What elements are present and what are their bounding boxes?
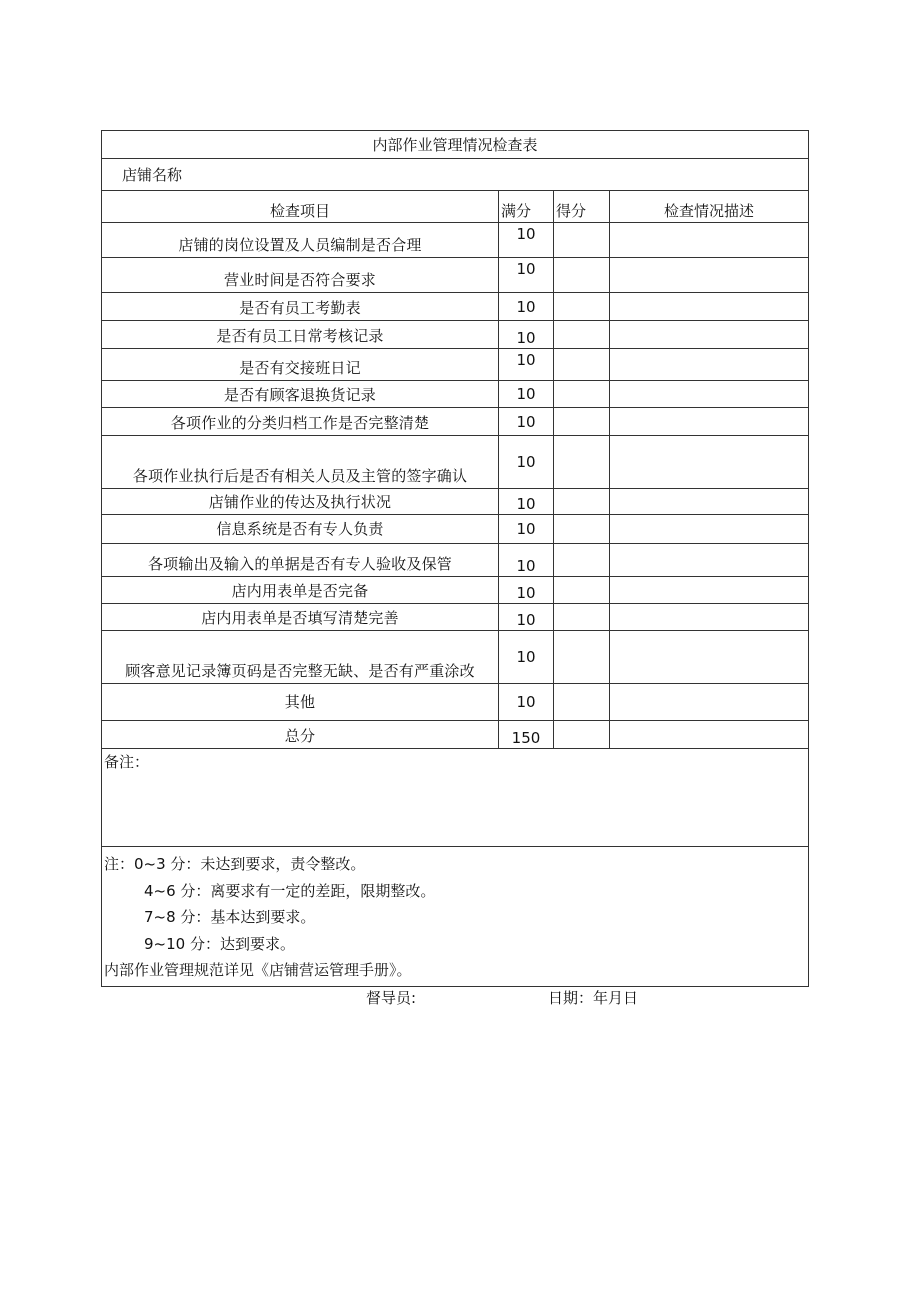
row-item: 各项作业的分类归档工作是否完整清楚 bbox=[102, 408, 499, 436]
row-item: 是否有员工日常考核记录 bbox=[102, 321, 499, 349]
table-row bbox=[102, 515, 809, 544]
row-full-score: 10 bbox=[499, 436, 554, 489]
store-name-label: 店铺名称 bbox=[102, 159, 809, 191]
table-row bbox=[102, 577, 809, 604]
total-label: 总分 bbox=[102, 721, 499, 749]
row-score-cell[interactable] bbox=[554, 293, 610, 321]
note-line: 注：0~3 分：未达到要求，责令整改。 bbox=[104, 855, 366, 873]
row-item: 店内用表单是否完备 bbox=[102, 577, 499, 604]
table-row bbox=[102, 489, 809, 515]
row-full-score: 10 bbox=[499, 381, 554, 408]
table-row bbox=[102, 604, 809, 631]
row-description-cell[interactable] bbox=[610, 577, 809, 604]
table-row bbox=[102, 321, 809, 349]
row-full-score: 10 bbox=[499, 684, 554, 721]
row-score-cell[interactable] bbox=[554, 321, 610, 349]
header-full-score: 满分 bbox=[499, 191, 554, 223]
row-full-score: 10 bbox=[499, 349, 554, 381]
row-description-cell[interactable] bbox=[610, 321, 809, 349]
row-description-cell[interactable] bbox=[610, 489, 809, 515]
row-description-cell[interactable] bbox=[610, 544, 809, 577]
total-description-cell[interactable] bbox=[610, 721, 809, 749]
table-row bbox=[102, 293, 809, 321]
header-description: 检查情况描述 bbox=[610, 191, 809, 223]
row-score-cell[interactable] bbox=[554, 436, 610, 489]
supervisor-label: 督导员: bbox=[366, 988, 417, 1007]
row-description-cell[interactable] bbox=[610, 223, 809, 258]
total-score-cell[interactable] bbox=[554, 721, 610, 749]
row-score-cell[interactable] bbox=[554, 489, 610, 515]
row-score-cell[interactable] bbox=[554, 408, 610, 436]
row-description-cell[interactable] bbox=[610, 515, 809, 544]
table-row bbox=[102, 258, 809, 293]
total-row bbox=[102, 721, 809, 749]
date-label: 日期：年月日 bbox=[548, 988, 639, 1007]
row-score-cell[interactable] bbox=[554, 577, 610, 604]
row-score-cell[interactable] bbox=[554, 515, 610, 544]
row-full-score: 10 bbox=[499, 408, 554, 436]
inspection-table bbox=[101, 130, 809, 987]
table-row bbox=[102, 544, 809, 577]
total-full-score: 150 bbox=[499, 721, 554, 749]
row-description-cell[interactable] bbox=[610, 258, 809, 293]
table-row bbox=[102, 349, 809, 381]
row-item: 是否有顾客退换货记录 bbox=[102, 381, 499, 408]
row-description-cell[interactable] bbox=[610, 293, 809, 321]
table-row bbox=[102, 631, 809, 684]
row-item: 营业时间是否符合要求 bbox=[102, 258, 499, 293]
row-score-cell[interactable] bbox=[554, 544, 610, 577]
remarks-label: 备注： bbox=[104, 753, 150, 771]
row-item: 店铺的岗位设置及人员编制是否合理 bbox=[102, 223, 499, 258]
row-score-cell[interactable] bbox=[554, 349, 610, 381]
row-item: 各项作业执行后是否有相关人员及主管的签字确认 bbox=[102, 436, 499, 489]
row-description-cell[interactable] bbox=[610, 349, 809, 381]
row-full-score: 10 bbox=[499, 515, 554, 544]
table-row bbox=[102, 408, 809, 436]
row-description-cell[interactable] bbox=[610, 436, 809, 489]
row-full-score: 10 bbox=[499, 489, 554, 515]
row-item: 顾客意见记录簿页码是否完整无缺、是否有严重涂改 bbox=[102, 631, 499, 684]
row-description-cell[interactable] bbox=[610, 381, 809, 408]
note-line: 4~6 分：离要求有一定的差距，限期整改。 bbox=[144, 881, 436, 900]
row-item: 各项输出及输入的单据是否有专人验收及保管 bbox=[102, 544, 499, 577]
row-item: 店内用表单是否填写清楚完善 bbox=[102, 604, 499, 631]
row-score-cell[interactable] bbox=[554, 684, 610, 721]
header-item: 检查项目 bbox=[102, 191, 499, 223]
row-description-cell[interactable] bbox=[610, 408, 809, 436]
note-line: 内部作业管理规范详见《店铺营运管理手册》。 bbox=[104, 961, 412, 979]
remarks-area[interactable] bbox=[102, 749, 809, 847]
row-score-cell[interactable] bbox=[554, 631, 610, 684]
row-item: 是否有交接班日记 bbox=[102, 349, 499, 381]
row-description-cell[interactable] bbox=[610, 631, 809, 684]
row-item: 信息系统是否有专人负责 bbox=[102, 515, 499, 544]
row-item: 是否有员工考勤表 bbox=[102, 293, 499, 321]
table-row bbox=[102, 436, 809, 489]
row-full-score: 10 bbox=[499, 631, 554, 684]
inspection-form bbox=[101, 130, 808, 1011]
table-row bbox=[102, 381, 809, 408]
row-item: 其他 bbox=[102, 684, 499, 721]
row-score-cell[interactable] bbox=[554, 604, 610, 631]
form-title: 内部作业管理情况检查表 bbox=[102, 131, 809, 159]
table-row bbox=[102, 223, 809, 258]
row-item: 店铺作业的传达及执行状况 bbox=[102, 489, 499, 515]
row-description-cell[interactable] bbox=[610, 684, 809, 721]
row-score-cell[interactable] bbox=[554, 258, 610, 293]
row-full-score: 10 bbox=[499, 321, 554, 349]
row-full-score: 10 bbox=[499, 544, 554, 577]
row-description-cell[interactable] bbox=[610, 604, 809, 631]
note-line: 9~10 分：达到要求。 bbox=[144, 934, 295, 953]
row-full-score: 10 bbox=[499, 577, 554, 604]
row-full-score: 10 bbox=[499, 223, 554, 258]
note-line: 7~8 分：基本达到要求。 bbox=[144, 908, 316, 926]
row-full-score: 10 bbox=[499, 293, 554, 321]
scoring-notes bbox=[102, 847, 809, 987]
row-full-score: 10 bbox=[499, 258, 554, 293]
signature-footer bbox=[101, 987, 808, 1011]
row-score-cell[interactable] bbox=[554, 381, 610, 408]
row-full-score: 10 bbox=[499, 604, 554, 631]
table-header-row bbox=[102, 191, 809, 223]
row-score-cell[interactable] bbox=[554, 223, 610, 258]
header-score: 得分 bbox=[554, 191, 610, 223]
table-row bbox=[102, 684, 809, 721]
